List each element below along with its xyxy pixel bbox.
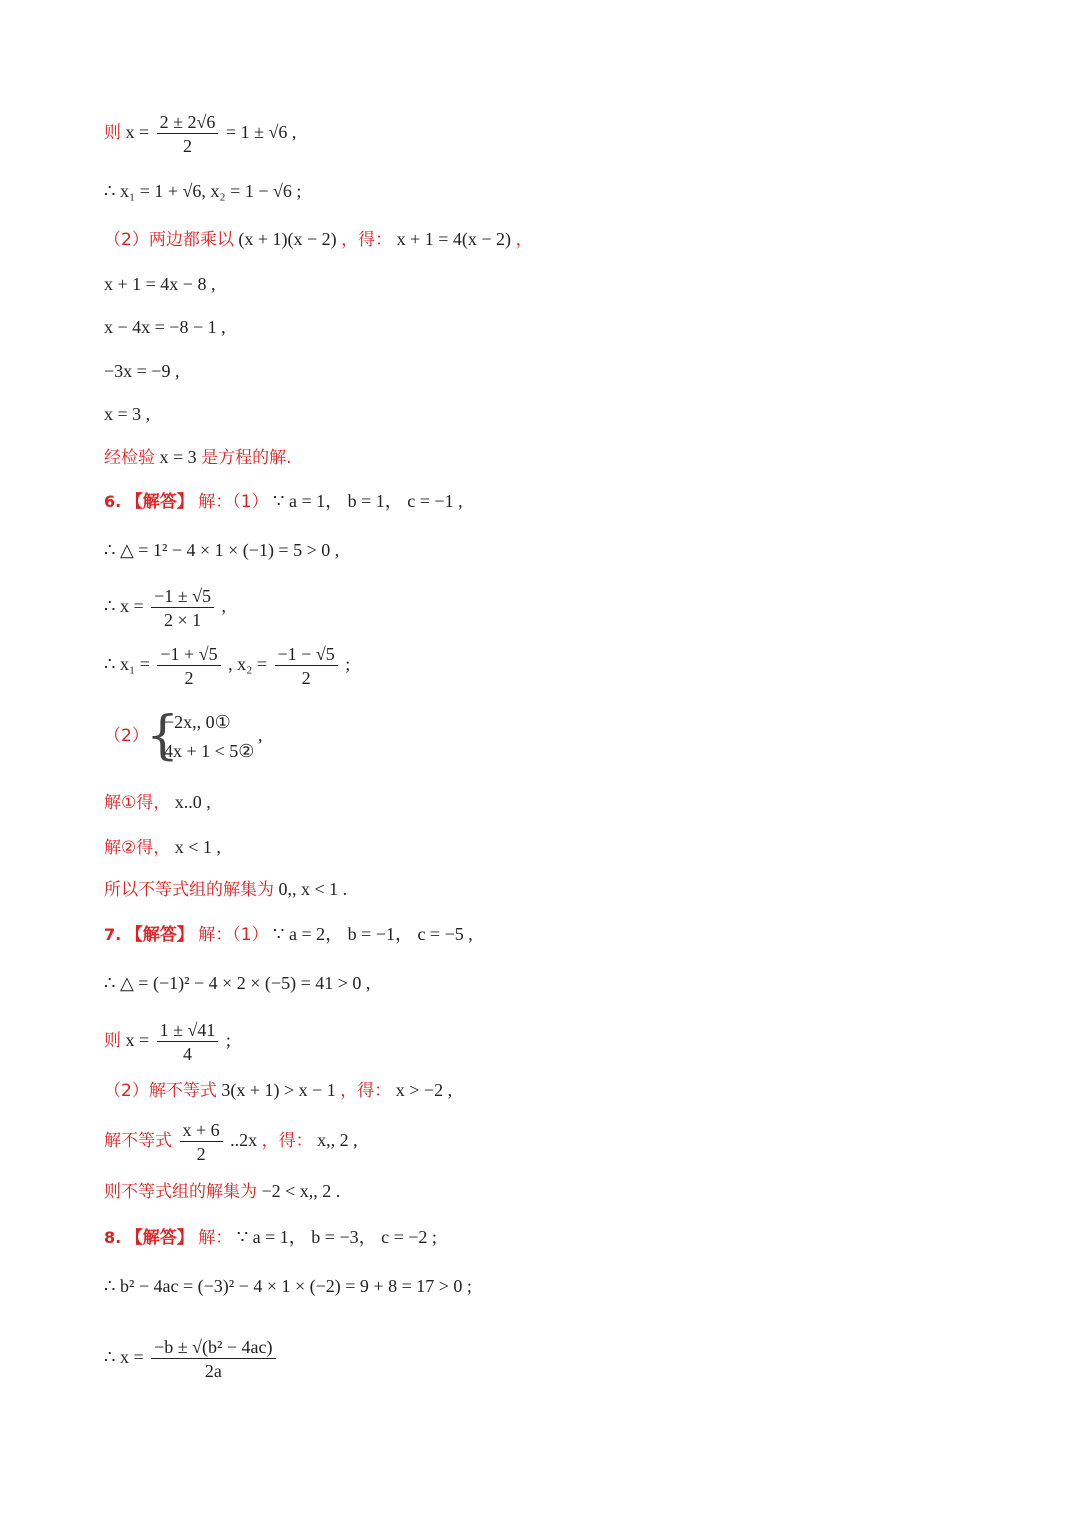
brace-icon: { [146,706,180,766]
q8-discriminant: ∴ b² − 4ac = (−3)² − 4 × 1 × (−2) = 9 + 8 = 17 > 0 ; [104,1276,472,1296]
fraction [157,113,219,155]
fraction-x1 [157,645,220,687]
step-label: （2）解不等式 [104,1081,217,1101]
check-tail: 是方程的解. [201,448,292,468]
line-step-3: −3x = −9 , [104,361,180,381]
numerator: −1 + √5 [157,645,220,666]
step-label: 解不等式 [104,1131,172,1152]
denominator: 2a [204,1361,222,1381]
q7-solution-set [104,1182,340,1201]
de-label: ，得： [261,1131,313,1152]
x2-lhs: , x₂ = [228,654,268,675]
numerator: 1 ± √41 [157,1021,219,1042]
denominator: 2 [184,668,194,688]
fraction [151,1338,275,1380]
numerator: −1 − √5 [275,645,338,666]
coefficients: ∵ a = 2， b = −1， c = −5 , [273,924,473,944]
fraction [157,1021,219,1063]
q6-part2-prefix [104,726,149,745]
x1-lhs: ∴ x₁ = [104,654,150,675]
check-label: 经检验 [104,448,155,468]
q7-discriminant: ∴ △ = (−1)² − 4 × 2 × (−5) = 41 > 0 , [104,973,371,993]
result: x > −2 , [395,1080,453,1100]
semicolon: ; [345,654,351,675]
answer-tag: 【解答】 [125,1228,194,1248]
denominator: 2 [183,136,193,156]
answer-tag: 【解答】 [125,492,194,512]
coefficients: ∵ a = 1， b = −3， c = −2 ; [236,1227,437,1247]
fraction [180,1121,223,1163]
q7-header [104,925,473,944]
check-eq: x = 3 [159,447,197,467]
solve-label: 解②得， [104,838,171,858]
denominator: 2 [196,1144,206,1164]
line-step-1: x + 1 = 4x − 8 , [104,274,216,294]
semicolon: ; [225,1030,231,1051]
question-number: 6. [104,492,122,511]
part-label: （2） [104,726,149,746]
question-number: 7. [104,925,122,944]
numerator: 2 ± 2√6 [157,113,219,134]
q8-header [104,1228,437,1247]
line-step-4: x = 3 , [104,404,151,424]
lhs: x = [125,1030,150,1051]
result: −2 < x,, 2 . [261,1181,341,1201]
system-row-1: −2x,, 0① [164,712,231,732]
rhs: , [221,596,227,617]
equation: x + 1 = 4(x − 2) [396,229,512,249]
conclusion-label: 则不等式组的解集为 [104,1182,257,1202]
ze-label: 则 [104,1031,121,1052]
part-label: 解： [198,1228,233,1248]
q6-header [104,492,463,511]
step-label: （2）两边都乘以 [104,230,234,250]
inequality: 3(x + 1) > x − 1 [221,1080,336,1100]
system-row-2: 4x + 1 < 5② [164,741,255,761]
q8-formula [104,1338,279,1380]
answer-tag: 【解答】 [125,925,194,945]
q7-formula [104,1021,231,1063]
lhs: x = [125,122,150,143]
question-number: 8. [104,1228,122,1247]
q7-inequality-1 [104,1081,452,1100]
part-label: 解：（1） [198,492,269,512]
de-label: ，得： [341,230,393,250]
rhs: = 1 ± √6 , [225,122,297,143]
de-label: ，得： [340,1081,392,1101]
q6-formula [104,587,226,629]
fraction [151,587,214,629]
numerator: x + 6 [180,1121,223,1142]
solve-label: 解①得， [104,793,171,813]
result: x < 1 , [174,837,221,857]
part-label: 解：（1） [198,925,269,945]
inequality-rhs: ..2x [230,1130,258,1151]
numerator: −b ± √(b² − 4ac) [151,1338,275,1359]
lhs: ∴ x = [104,1347,144,1368]
q6-solution-set [104,880,347,899]
q7-inequality-2 [104,1121,358,1163]
fraction-x2 [275,645,338,687]
factor: (x + 1)(x − 2) [238,229,337,249]
denominator: 4 [183,1044,193,1064]
system-comma: , [258,725,263,745]
line-step-2: x − 4x = −8 − 1 , [104,317,226,337]
line-x-formula-sqrt6 [104,113,296,155]
result: x,, 2 , [317,1130,358,1151]
denominator: 2 [301,668,311,688]
line-roots-sqrt6: ∴ x₁ = 1 + √6, x₂ = 1 − √6 ; [104,181,302,201]
line-check [104,448,292,467]
q6-discriminant: ∴ △ = 1² − 4 × 1 × (−1) = 5 > 0 , [104,540,340,560]
comma: ， [515,230,533,250]
numerator: −1 ± √5 [151,587,214,608]
denominator: 2 × 1 [163,610,202,630]
result: x..0 , [174,792,211,812]
conclusion-label: 所以不等式组的解集为 [104,880,274,900]
coefficients: ∵ a = 1， b = 1， c = −1 , [273,491,463,511]
lhs: ∴ x = [104,596,144,617]
q6-solve-1 [104,793,211,812]
line-multiply-both-sides [104,230,533,249]
ze-label: 则 [104,123,121,144]
result: 0,, x < 1 . [278,879,348,899]
q6-roots [104,645,350,687]
q6-solve-2 [104,838,221,857]
